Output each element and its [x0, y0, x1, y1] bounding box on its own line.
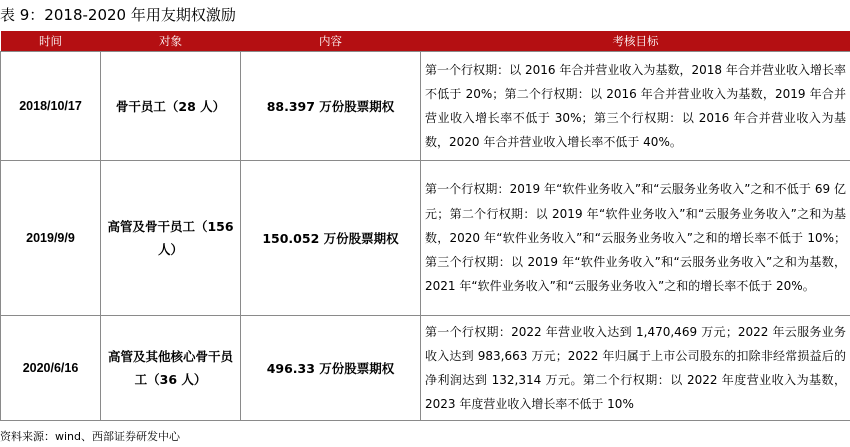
header-goal: 考核目标	[421, 31, 850, 52]
cell-content: 150.052 万份股票期权	[241, 161, 421, 316]
header-time: 时间	[1, 31, 101, 52]
cell-target-group: 高管及其他核心骨干员工（36 人）	[101, 316, 241, 421]
table-row	[1, 161, 850, 316]
cell-target-group: 骨干员工（28 人）	[101, 52, 241, 161]
cell-content: 496.33 万份股票期权	[241, 316, 421, 421]
table-header-row	[1, 31, 850, 52]
table-row	[1, 316, 850, 421]
cell-content: 88.397 万份股票期权	[241, 52, 421, 161]
incentive-table	[0, 31, 850, 421]
header-content: 内容	[241, 31, 421, 52]
cell-time: 2019/9/9	[1, 161, 101, 316]
cell-goal: 第一个行权期：2022 年营业收入达到 1,470,469 万元；2022 年云服务业务收入达到 983,663 万元；2022 年归属于上市公司股东的扣除非经常损益后的净利润达到 132,314 万元。第二个行权期：以 2022 年度营业收入为基数，2023 年度营业收入增长率不低于 10%	[421, 316, 850, 421]
cell-time: 2018/10/17	[1, 52, 101, 161]
cell-target-group: 高管及骨干员工（156 人）	[101, 161, 241, 316]
table-row	[1, 52, 850, 161]
source-note: 资料来源：wind、西部证券研发中心	[0, 430, 181, 443]
cell-goal: 第一个行权期：以 2016 年合并营业收入为基数，2018 年合并营业收入增长率不低于 20%；第二个行权期：以 2016 年合并营业收入为基数，2019 年合并营业收入增长率不低于 30%；第三个行权期：以 2016 年合并营业收入为基数，2020 年合并营业收入增长率不低于 40%。	[421, 52, 850, 161]
header-target-group: 对象	[101, 31, 241, 52]
table-title: 表 9：2018-2020 年用友期权激励	[0, 6, 236, 24]
cell-goal: 第一个行权期：2019 年“软件业务收入”和“云服务业务收入”之和不低于 69 亿元；第二个行权期：以 2019 年“软件业务收入”和“云服务业务收入”之和为基数，2020 年“软件业务收入”和“云服务业务收入”之和的增长率不低于 10%；第三个行权期：以 2019 年“软件业务收入”和“云服务业务收入”之和为基数，2021 年“软件业务收入”和“云服务业务收入”之和的增长率不低于 20%。	[421, 161, 850, 316]
cell-time: 2020/6/16	[1, 316, 101, 421]
